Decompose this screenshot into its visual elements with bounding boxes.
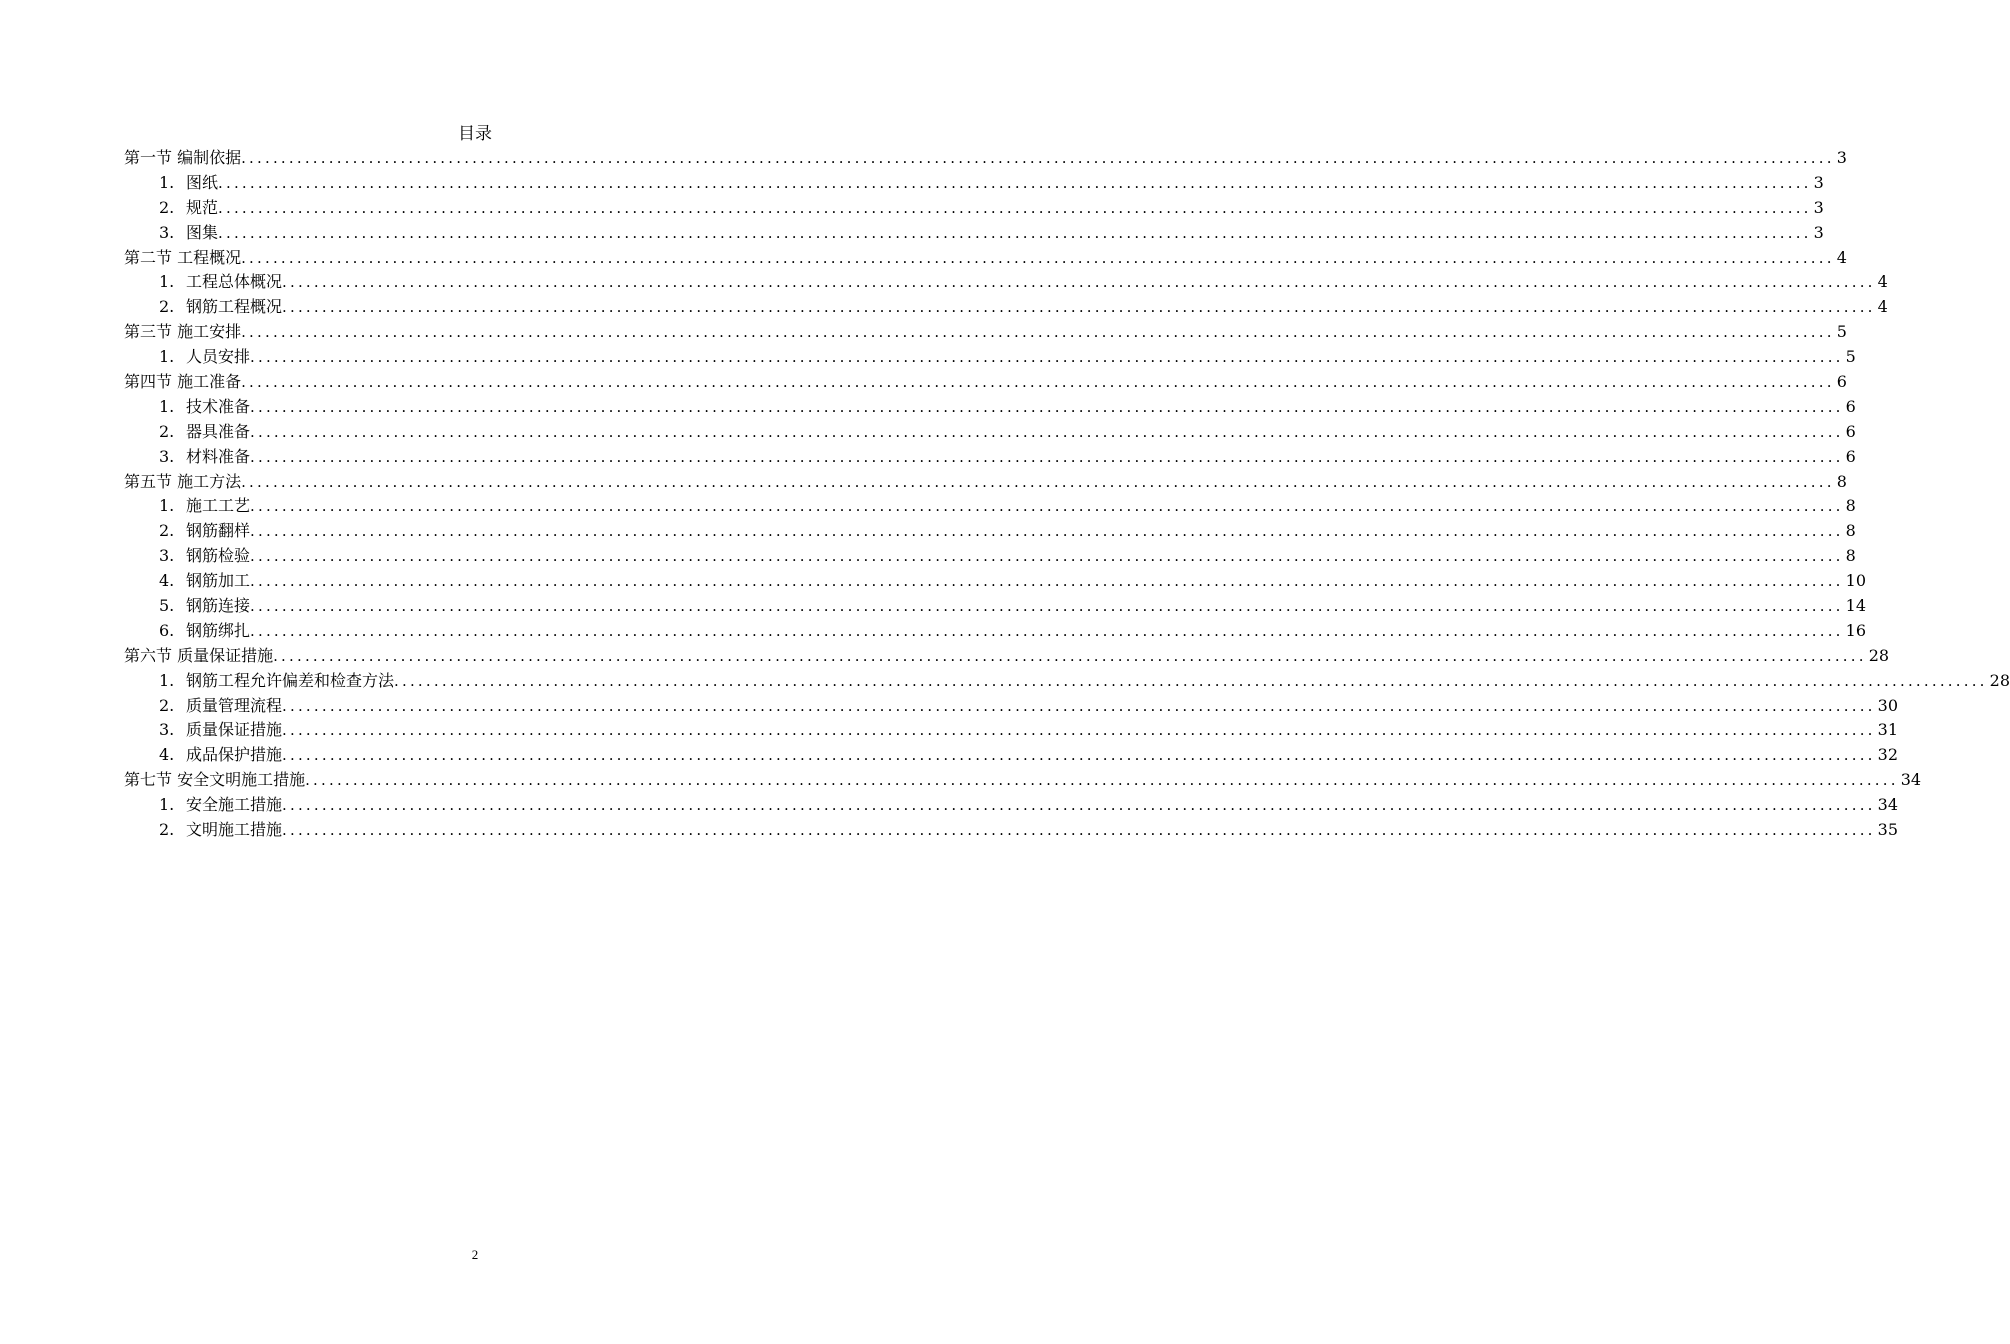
toc-entry-number: 2. <box>159 820 175 840</box>
toc-entry-label <box>159 395 250 420</box>
toc-entry-number: 2. <box>159 421 175 441</box>
toc-page-number: 3 <box>1813 172 1824 192</box>
toc-page-number: 8 <box>1836 471 1847 491</box>
toc-entry-text: 第一节 编制依据 <box>124 148 242 167</box>
toc-entry-text: 第六节 质量保证措施 <box>124 645 274 665</box>
toc-dot-leader: ........................................................................................................................................................................................................ <box>282 746 1876 765</box>
toc-entry-label <box>124 768 305 793</box>
toc-entry-text: 材料准备 <box>186 446 251 466</box>
toc-page-number: 5 <box>1845 347 1856 367</box>
toc-entry-number: 3. <box>159 720 175 740</box>
toc-entry-label <box>159 445 250 470</box>
toc-entry-number: 1. <box>159 670 175 690</box>
toc-page-number: 31 <box>1877 720 1898 740</box>
toc-dot-leader: ........................................................................................................................................................................................................ <box>241 472 1835 491</box>
toc-entry-text: 第七节 安全文明施工措施 <box>124 770 306 790</box>
toc-page-number: 3 <box>1813 197 1824 217</box>
toc-entry-label <box>124 644 273 669</box>
toc-subentry[interactable] <box>124 171 1824 196</box>
toc-entry-text: 施工工艺 <box>186 496 251 516</box>
toc-entry-text: 钢筋工程概况 <box>186 297 283 317</box>
toc-page-number: 8 <box>1845 546 1856 566</box>
toc-section-entry[interactable] <box>124 320 1847 345</box>
toc-dot-leader: ........................................................................................................................................................................................................ <box>282 721 1876 740</box>
toc-entry-label <box>159 420 250 445</box>
toc-entry-text: 规范 <box>186 197 219 217</box>
toc-page-number: 3 <box>1836 148 1847 167</box>
toc-page-number: 35 <box>1877 820 1898 840</box>
toc-entry-label <box>159 196 218 221</box>
toc-entry-number: 3. <box>159 446 175 466</box>
toc-subentry[interactable] <box>124 594 1866 619</box>
toc-page-number: 4 <box>1877 297 1888 317</box>
toc-section-entry[interactable] <box>124 644 1890 669</box>
toc-subentry[interactable] <box>124 619 1866 644</box>
toc-entry-number: 1. <box>159 496 175 516</box>
toc-dot-leader: ........................................................................................................................................................................................................ <box>282 298 1876 317</box>
toc-page-number: 5 <box>1836 322 1847 342</box>
toc-page-number: 30 <box>1877 695 1898 715</box>
toc-page-number: 28 <box>1989 670 2010 690</box>
toc-dot-leader: ........................................................................................................................................................................................................ <box>273 646 1867 665</box>
toc-subentry[interactable] <box>124 295 1888 320</box>
toc-subentry[interactable] <box>124 818 1898 843</box>
toc-page-number: 34 <box>1900 770 1922 790</box>
toc-entry-text: 质量保证措施 <box>186 720 283 740</box>
toc-page-number: 6 <box>1836 372 1847 392</box>
toc-subentry[interactable] <box>124 694 1898 719</box>
toc-entry-text: 人员安排 <box>186 347 251 367</box>
toc-entry-label <box>124 470 241 495</box>
toc-entry-text: 钢筋绑扎 <box>186 620 251 640</box>
toc-entry-number: 3. <box>159 546 175 566</box>
toc-entry-number: 4. <box>159 571 175 591</box>
toc-entry-label <box>159 270 282 295</box>
toc-entry-label <box>159 569 250 594</box>
toc-subentry[interactable] <box>124 718 1898 743</box>
toc-entry-label <box>159 221 218 246</box>
toc-dot-leader: ........................................................................................................................................................................................................ <box>241 149 1835 167</box>
toc-page-number: 14 <box>1845 596 1866 616</box>
toc-entry-label <box>124 246 241 271</box>
toc-subentry[interactable] <box>124 420 1856 445</box>
toc-subentry[interactable] <box>124 544 1856 569</box>
toc-entry-label <box>159 295 282 320</box>
toc-entry-text: 工程总体概况 <box>186 272 283 292</box>
toc-entry-number: 1. <box>159 272 175 292</box>
toc-subentry[interactable] <box>124 345 1856 370</box>
toc-entry-text: 器具准备 <box>186 421 251 441</box>
toc-entry-label <box>159 544 250 569</box>
toc-entry-text: 第二节 工程概况 <box>124 247 242 267</box>
toc-entry-text: 钢筋检验 <box>186 546 251 566</box>
toc-section-entry[interactable] <box>124 768 1922 793</box>
toc-entry-number: 4. <box>159 745 175 765</box>
page-number: 2 <box>471 1247 479 1262</box>
toc-entry-text: 钢筋加工 <box>186 571 251 591</box>
toc-dot-leader: ........................................................................................................................................................................................................ <box>218 198 1812 217</box>
toc-entry-text: 第三节 施工安排 <box>124 322 242 342</box>
toc-entry-label <box>159 619 250 644</box>
toc-subentry[interactable] <box>124 519 1856 544</box>
toc-dot-leader: ........................................................................................................................................................................................................ <box>282 796 1876 815</box>
toc-entry-label <box>159 743 282 768</box>
toc-dot-leader: ........................................................................................................................................................................................................ <box>250 397 1844 416</box>
toc-dot-leader: ........................................................................................................................................................................................................ <box>305 771 1899 790</box>
toc-entry-label <box>124 146 241 171</box>
toc-entry-number: 3. <box>159 222 175 242</box>
toc-entry-label <box>124 370 241 395</box>
toc-dot-leader: ........................................................................................................................................................................................................ <box>218 173 1812 192</box>
toc-entry-label <box>159 718 282 743</box>
toc-page-number: 10 <box>1845 571 1866 591</box>
toc-page-number: 16 <box>1845 620 1866 640</box>
toc-page-number: 8 <box>1845 521 1856 541</box>
toc-entry-label <box>159 694 282 719</box>
toc-page-number: 3 <box>1813 222 1824 242</box>
toc-subentry[interactable] <box>124 494 1856 519</box>
toc-entry-label <box>159 594 250 619</box>
toc-dot-leader: ........................................................................................................................................................................................................ <box>241 323 1835 342</box>
toc-subentry[interactable] <box>124 793 1898 818</box>
toc-page-number: 4 <box>1836 247 1847 267</box>
toc-page-number: 8 <box>1845 496 1856 516</box>
toc-entry-text: 图集 <box>186 222 219 242</box>
toc-entry-label <box>159 793 282 818</box>
toc-dot-leader: ........................................................................................................................................................................................................ <box>250 572 1844 591</box>
toc-dot-leader: ........................................................................................................................................................................................................ <box>282 821 1876 840</box>
toc-entry-number: 1. <box>159 347 175 367</box>
toc-entry-text: 钢筋连接 <box>186 596 251 616</box>
toc-dot-leader: ........................................................................................................................................................................................................ <box>241 248 1835 267</box>
toc-subentry[interactable] <box>124 221 1824 246</box>
toc-entry-number: 1. <box>159 172 175 192</box>
toc-entry-text: 钢筋翻样 <box>186 521 251 541</box>
toc-dot-leader: ........................................................................................................................................................................................................ <box>250 348 1844 367</box>
toc-dot-leader: ........................................................................................................................................................................................................ <box>282 273 1876 292</box>
toc-entry-text: 图纸 <box>186 172 219 192</box>
table-of-contents <box>124 146 2010 843</box>
toc-entry-text: 技术准备 <box>186 396 251 416</box>
toc-entry-number: 2. <box>159 297 175 317</box>
toc-subentry[interactable] <box>124 395 1856 420</box>
toc-entry-text: 第四节 施工准备 <box>124 372 242 392</box>
toc-entry-number: 5. <box>159 596 175 616</box>
toc-entry-label <box>159 494 250 519</box>
toc-entry-text: 成品保护措施 <box>186 745 283 765</box>
toc-dot-leader: ........................................................................................................................................................................................................ <box>250 522 1844 541</box>
toc-page-number: 6 <box>1845 421 1856 441</box>
toc-page-number: 6 <box>1845 396 1856 416</box>
toc-entry-text: 安全施工措施 <box>186 795 283 815</box>
toc-entry-label <box>124 320 241 345</box>
toc-dot-leader: ........................................................................................................................................................................................................ <box>282 696 1876 715</box>
toc-subentry[interactable] <box>124 270 1888 295</box>
toc-dot-leader: ........................................................................................................................................................................................................ <box>241 373 1835 392</box>
toc-entry-number: 2. <box>159 695 175 715</box>
toc-entry-label <box>159 669 394 694</box>
toc-page-number: 34 <box>1877 795 1898 815</box>
toc-entry-number: 1. <box>159 795 175 815</box>
toc-entry-number: 2. <box>159 521 175 541</box>
toc-subentry[interactable] <box>124 445 1856 470</box>
toc-subentry[interactable] <box>124 569 1866 594</box>
toc-entry-number: 2. <box>159 197 175 217</box>
toc-dot-leader: ........................................................................................................................................................................................................ <box>250 621 1844 640</box>
toc-entry-label <box>159 818 282 843</box>
toc-section-entry[interactable] <box>124 246 1847 271</box>
toc-dot-leader: ........................................................................................................................................................................................................ <box>394 671 1988 690</box>
toc-subentry[interactable] <box>124 743 1898 768</box>
toc-dot-leader: ........................................................................................................................................................................................................ <box>250 597 1844 616</box>
toc-subentry[interactable] <box>124 196 1824 221</box>
toc-dot-leader: ........................................................................................................................................................................................................ <box>218 223 1812 242</box>
toc-entry-label <box>159 171 218 196</box>
toc-entry-text: 质量管理流程 <box>186 695 283 715</box>
toc-section-entry[interactable] <box>124 146 1847 171</box>
toc-page-number: 6 <box>1845 446 1856 466</box>
toc-page-number: 4 <box>1877 272 1888 292</box>
toc-subentry[interactable] <box>124 669 2010 694</box>
toc-page-number: 28 <box>1868 645 1890 665</box>
toc-entry-number: 6. <box>159 620 175 640</box>
toc-entry-text: 文明施工措施 <box>186 820 283 840</box>
toc-section-entry[interactable] <box>124 370 1847 395</box>
toc-dot-leader: ........................................................................................................................................................................................................ <box>250 422 1844 441</box>
toc-dot-leader: ........................................................................................................................................................................................................ <box>250 497 1844 516</box>
toc-entry-label <box>159 345 250 370</box>
toc-page-number: 32 <box>1877 745 1898 765</box>
toc-dot-leader: ........................................................................................................................................................................................................ <box>250 547 1844 566</box>
toc-entry-number: 1. <box>159 396 175 416</box>
toc-entry-label <box>159 519 250 544</box>
toc-entry-text: 钢筋工程允许偏差和检查方法 <box>186 670 395 690</box>
toc-dot-leader: ........................................................................................................................................................................................................ <box>250 447 1844 466</box>
toc-section-entry[interactable] <box>124 470 1847 495</box>
toc-entry-text: 第五节 施工方法 <box>124 471 242 491</box>
toc-title: 目录 <box>458 124 492 144</box>
